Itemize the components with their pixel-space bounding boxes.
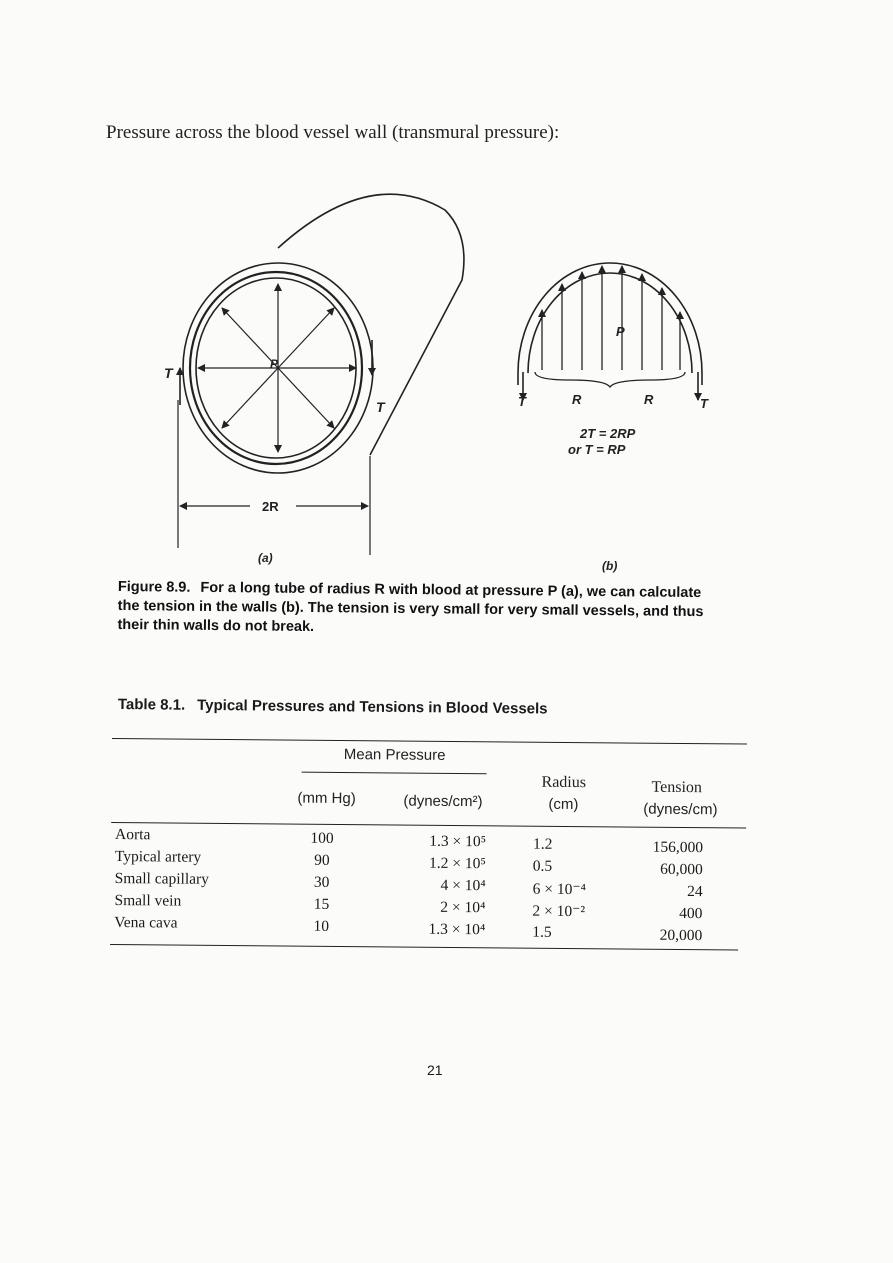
tension-label-a-right: T [376,399,385,415]
radius-label-b-left: R [572,392,582,407]
tension-label-b-left: T [518,394,526,409]
group-header: Mean Pressure [343,746,446,764]
table-row: Small capillary 30 4 × 10⁴ 6 × 10⁻⁴ 24 [114,870,703,901]
radius-header: Radius [541,773,587,792]
radius-brace [535,372,685,387]
pressure-table [110,730,747,966]
tension-unit-header: (dynes/cm) [643,800,718,819]
diameter-label: 2R [262,499,279,514]
tension-header: Tension [651,778,703,797]
radius-unit-header: (cm) [548,795,579,814]
equation-1: 2T = 2RP [580,426,636,441]
tension-label-b-right: T [700,396,708,411]
radius-label-b-right: R [644,392,654,407]
table-row: Typical artery 90 1.2 × 10⁵ 0.5 60,000 [114,848,703,879]
table-row: Aorta 100 1.3 × 10⁵ 1.2 156,000 [115,826,704,857]
caption-line-2: the tension in the walls (b). The tension is very small for very small vessels, and thus [117,597,704,621]
panel-a-label: (a) [258,551,273,565]
tube-body [183,194,464,473]
mmhg-header: (mm Hg) [297,789,356,808]
tension-label-a-left: T [164,365,173,381]
table-row: Vena cava 10 1.3 × 10⁴ 1.5 20,000 [114,914,703,945]
group-rule [302,772,487,775]
panel-b-label: (b) [602,559,618,573]
figure-caption [117,578,758,642]
page-heading: Pressure across the blood vessel wall (transmural pressure): [106,122,560,143]
table-bottom-rule [110,944,738,950]
table-row: Small vein 15 2 × 10⁴ 2 × 10⁻² 400 [114,892,703,923]
caption-label: Figure 8.9. [117,578,191,596]
caption-line-3: their thin walls do not break. [117,616,315,636]
caption-line-1: Figure 8.9. For a long tube of radius R with blood at pressure P (a), we can calculate [117,578,702,602]
pressure-label-b: P [616,324,625,339]
table-label: Table 8.1. [117,696,186,714]
equation-2: or T = RP [568,442,626,457]
dynes-header: (dynes/cm²) [403,792,483,811]
page-number: 21 [427,1062,443,1078]
pressure-label-a: P [270,357,279,371]
pressure-arrows-b [542,266,680,370]
figure-8-9 [150,160,770,580]
table-top-rule [112,738,747,745]
header-rule [111,822,746,829]
table-title: Table 8.1. Typical Pressures and Tensions in Blood Vessels [117,696,548,718]
half-tube [518,263,702,385]
